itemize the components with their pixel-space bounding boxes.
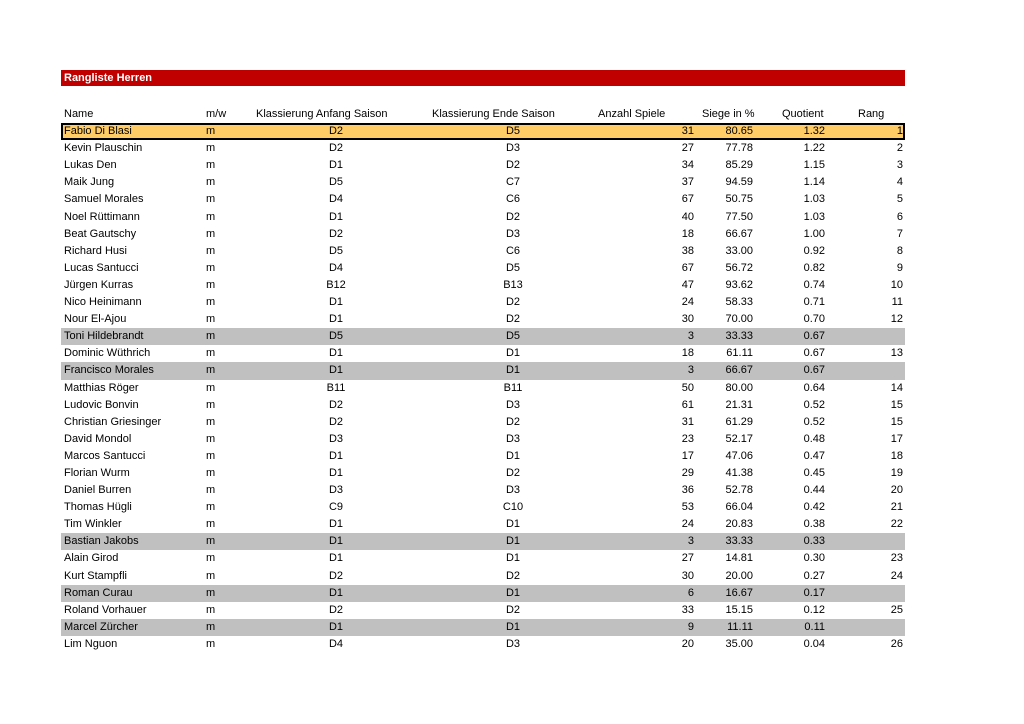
table-row[interactable]: Roland Vorhauer m D2 D2 33 15.15 0.12 25	[61, 602, 905, 619]
cell-games: 38	[681, 244, 694, 257]
header-games: Anzahl Spiele	[598, 108, 666, 120]
cell-quotient: 0.42	[803, 501, 825, 514]
cell-rank: 15	[890, 398, 903, 411]
cell-gender: m	[206, 261, 216, 274]
cell-quotient: 0.67	[803, 330, 825, 343]
cell-name: Daniel Burren	[64, 484, 132, 497]
cell-rank: 7	[896, 227, 903, 240]
cell-quotient: 0.33	[803, 535, 825, 548]
cell-rank: 4	[896, 176, 903, 189]
cell-games: 50	[681, 381, 694, 394]
cell-quotient: 1.14	[803, 176, 825, 189]
cell-wins: 52.17	[725, 432, 753, 445]
cell-gender: m	[206, 501, 216, 514]
cell-rank: 9	[896, 261, 903, 274]
cell-games: 37	[681, 176, 694, 189]
cell-wins: 80.00	[725, 381, 753, 394]
cell-rank: 24	[890, 569, 903, 582]
table-row[interactable]: Lucas Santucci m D4 D5 67 56.72 0.82 9	[61, 260, 905, 277]
cell-name: Christian Griesinger	[64, 415, 162, 428]
cell-quotient: 1.32	[803, 125, 825, 138]
cell-name: Lucas Santucci	[64, 261, 139, 274]
cell-wins: 61.11	[726, 347, 753, 360]
cell-games: 31	[681, 125, 694, 138]
cell-gender: m	[206, 432, 216, 445]
header-class-end: Klassierung Ende Saison	[432, 108, 555, 120]
cell-games: 17	[681, 449, 694, 462]
table-row[interactable]: Samuel Morales m D4 C6 67 50.75 1.03 5	[61, 191, 905, 208]
cell-wins: 61.29	[725, 415, 753, 428]
cell-name: Maik Jung	[64, 176, 115, 189]
table-row[interactable]: Alain Girod m D1 D1 27 14.81 0.30 23	[61, 550, 905, 567]
cell-name: Roman Curau	[64, 586, 133, 599]
cell-rank: 1	[896, 125, 903, 138]
cell-wins: 94.59	[725, 176, 753, 189]
cell-rank: 21	[890, 501, 903, 514]
cell-rank: 23	[890, 552, 903, 565]
cell-wins: 14.81	[725, 552, 753, 565]
cell-name: Florian Wurm	[64, 466, 130, 479]
cell-wins: 77.78	[725, 142, 753, 155]
cell-gender: m	[206, 398, 216, 411]
cell-quotient: 0.82	[803, 261, 825, 274]
header-rank: Rang	[858, 108, 885, 120]
cell-wins: 66.04	[725, 501, 753, 514]
cell-games: 33	[681, 603, 694, 616]
cell-name: Kurt Stampfli	[64, 569, 127, 582]
header-class-start: Klassierung Anfang Saison	[256, 108, 388, 120]
cell-games: 27	[681, 142, 694, 155]
cell-quotient: 0.52	[803, 415, 825, 428]
cell-name: Matthias Röger	[64, 381, 139, 394]
cell-games: 30	[681, 569, 694, 582]
cell-name: Samuel Morales	[64, 193, 144, 206]
table-row[interactable]: Tim Winkler m D1 D1 24 20.83 0.38 22	[61, 516, 905, 533]
table-row[interactable]: Richard Husi m D5 C6 38 33.00 0.92 8	[61, 243, 905, 260]
cell-rank: 10	[890, 278, 903, 291]
cell-quotient: 0.67	[803, 364, 825, 377]
table-row[interactable]: Kevin Plauschin m D2 D3 27 77.78 1.22 2	[61, 140, 905, 157]
cell-name: Nour El-Ajou	[64, 313, 127, 326]
table-row[interactable]: Ludovic Bonvin m D2 D3 61 21.31 0.52 15	[61, 397, 905, 414]
cell-name: Noel Rüttimann	[64, 210, 140, 223]
cell-rank: 2	[896, 142, 903, 155]
header-name: Name	[64, 108, 94, 120]
cell-gender: m	[206, 364, 216, 377]
table-row[interactable]: Noel Rüttimann m D1 D2 40 77.50 1.03 6	[61, 209, 905, 226]
cell-games: 61	[681, 398, 694, 411]
cell-wins: 41.38	[725, 466, 753, 479]
cell-name: Lukas Den	[64, 159, 117, 172]
cell-gender: m	[206, 518, 216, 531]
cell-name: Marcos Santucci	[64, 449, 146, 462]
cell-rank: 26	[890, 637, 903, 650]
cell-quotient: 0.74	[803, 278, 825, 291]
cell-name: Richard Husi	[64, 244, 127, 257]
cell-rank: 12	[890, 313, 903, 326]
cell-quotient: 0.38	[803, 518, 825, 531]
cell-gender: m	[206, 381, 216, 394]
cell-wins: 20.00	[725, 569, 753, 582]
cell-gender: m	[206, 637, 216, 650]
cell-rank: 3	[896, 159, 903, 172]
cell-gender: m	[206, 142, 216, 155]
cell-quotient: 0.04	[803, 637, 825, 650]
cell-games: 36	[681, 484, 694, 497]
cell-wins: 58.33	[725, 296, 753, 309]
cell-quotient: 0.70	[803, 313, 825, 326]
cell-gender: m	[206, 569, 216, 582]
cell-rank: 19	[890, 466, 903, 479]
table-body	[61, 123, 905, 653]
cell-name: Dominic Wüthrich	[64, 347, 151, 360]
cell-name: Thomas Hügli	[64, 501, 132, 514]
cell-games: 3	[687, 535, 694, 548]
table-row[interactable]: Toni Hildebrandt m D5 D5 3 33.33 0.67	[61, 328, 905, 345]
table-row[interactable]: Lim Nguon m D4 D3 20 35.00 0.04 26	[61, 636, 905, 653]
cell-quotient: 0.12	[803, 603, 825, 616]
table-row[interactable]: Dominic Wüthrich m D1 D1 18 61.11 0.67 13	[61, 345, 905, 362]
cell-name: Alain Girod	[64, 552, 119, 565]
cell-gender: m	[206, 296, 216, 309]
cell-quotient: 0.30	[803, 552, 825, 565]
cell-wins: 66.67	[725, 227, 753, 240]
cell-wins: 33.00	[725, 244, 753, 257]
cell-games: 18	[681, 227, 694, 240]
cell-games: 27	[681, 552, 694, 565]
cell-rank: 15	[890, 415, 903, 428]
cell-wins: 15.15	[725, 603, 753, 616]
cell-gender: m	[206, 278, 216, 291]
cell-wins: 85.29	[725, 159, 753, 172]
table-row[interactable]: Matthias Röger m B11 B11 50 80.00 0.64 14	[61, 380, 905, 397]
cell-wins: 47.06	[725, 449, 753, 462]
cell-wins: 20.83	[725, 518, 753, 531]
table-row[interactable]: Lukas Den m D1 D2 34 85.29 1.15 3	[61, 157, 905, 174]
page-title: Rangliste Herren	[61, 70, 905, 86]
cell-name: David Mondol	[64, 432, 132, 445]
cell-wins: 66.67	[725, 364, 753, 377]
cell-gender: m	[206, 484, 216, 497]
cell-gender: m	[206, 620, 216, 633]
cell-quotient: 0.48	[803, 432, 825, 445]
cell-quotient: 0.45	[803, 466, 825, 479]
cell-wins: 33.33	[725, 535, 753, 548]
cell-games: 29	[681, 466, 694, 479]
cell-quotient: 0.52	[803, 398, 825, 411]
cell-games: 67	[681, 193, 694, 206]
cell-gender: m	[206, 330, 216, 343]
cell-quotient: 0.47	[803, 449, 825, 462]
cell-name: Nico Heinimann	[64, 296, 142, 309]
cell-gender: m	[206, 586, 216, 599]
cell-gender: m	[206, 552, 216, 565]
cell-gender: m	[206, 347, 216, 360]
table-row[interactable]: Maik Jung m D5 C7 37 94.59 1.14 4	[61, 174, 905, 191]
cell-quotient: 0.44	[803, 484, 825, 497]
cell-games: 47	[681, 278, 694, 291]
cell-games: 67	[681, 261, 694, 274]
cell-rank: 8	[896, 244, 903, 257]
cell-quotient: 0.67	[803, 347, 825, 360]
cell-wins: 80.65	[725, 125, 753, 138]
table-row[interactable]: Jürgen Kurras m B12 B13 47 93.62 0.74 10	[61, 277, 905, 294]
cell-gender: m	[206, 535, 216, 548]
cell-quotient: 0.27	[803, 569, 825, 582]
cell-gender: m	[206, 210, 216, 223]
cell-games: 40	[681, 210, 694, 223]
cell-gender: m	[206, 176, 216, 189]
cell-name: Kevin Plauschin	[64, 142, 143, 155]
cell-games: 23	[681, 432, 694, 445]
table-row[interactable]: Florian Wurm m D1 D2 29 41.38 0.45 19	[61, 465, 905, 482]
table-row[interactable]: Kurt Stampfli m D2 D2 30 20.00 0.27 24	[61, 568, 905, 585]
cell-name: Ludovic Bonvin	[64, 398, 139, 411]
cell-name: Fabio Di Blasi	[64, 125, 132, 138]
table-row[interactable]: Fabio Di Blasi m D2 D5 31 80.65 1.32 1	[61, 123, 905, 140]
cell-quotient: 0.71	[803, 296, 825, 309]
cell-gender: m	[206, 603, 216, 616]
cell-wins: 77.50	[725, 210, 753, 223]
cell-games: 53	[681, 501, 694, 514]
table-row[interactable]: Nico Heinimann m D1 D2 24 58.33 0.71 11	[61, 294, 905, 311]
cell-name: Tim Winkler	[64, 518, 122, 531]
cell-wins: 21.31	[725, 398, 753, 411]
cell-wins: 35.00	[725, 637, 753, 650]
cell-rank: 5	[896, 193, 903, 206]
cell-gender: m	[206, 227, 216, 240]
cell-gender: m	[206, 449, 216, 462]
ranking-table	[61, 106, 905, 653]
table-row[interactable]: Roman Curau m D1 D1 6 16.67 0.17	[61, 585, 905, 602]
cell-gender: m	[206, 466, 216, 479]
cell-wins: 52.78	[725, 484, 753, 497]
table-row[interactable]: David Mondol m D3 D3 23 52.17 0.48 17	[61, 431, 905, 448]
table-row[interactable]: Marcos Santucci m D1 D1 17 47.06 0.47 18	[61, 448, 905, 465]
table-row[interactable]: Beat Gautschy m D2 D3 18 66.67 1.00 7	[61, 226, 905, 243]
cell-games: 9	[687, 620, 694, 633]
cell-games: 3	[687, 330, 694, 343]
cell-rank: 22	[890, 518, 903, 531]
cell-quotient: 1.22	[803, 142, 825, 155]
cell-games: 31	[681, 415, 694, 428]
cell-gender: m	[206, 159, 216, 172]
cell-rank: 13	[890, 347, 903, 360]
cell-games: 24	[681, 296, 694, 309]
cell-name: Bastian Jakobs	[64, 535, 139, 548]
cell-games: 20	[681, 637, 694, 650]
cell-name: Beat Gautschy	[64, 227, 137, 240]
cell-rank: 18	[890, 449, 903, 462]
table-row[interactable]: Thomas Hügli m C9 C10 53 66.04 0.42 21	[61, 499, 905, 516]
cell-name: Roland Vorhauer	[64, 603, 147, 616]
cell-wins: 11.11	[727, 620, 753, 633]
cell-name: Lim Nguon	[64, 637, 118, 650]
cell-quotient: 1.15	[803, 159, 825, 172]
cell-gender: m	[206, 244, 216, 257]
cell-quotient: 1.03	[803, 210, 825, 223]
cell-name: Jürgen Kurras	[64, 278, 134, 291]
cell-name: Toni Hildebrandt	[64, 330, 144, 343]
cell-quotient: 1.00	[803, 227, 825, 240]
cell-rank: 11	[891, 296, 903, 309]
cell-quotient: 0.64	[803, 381, 825, 394]
cell-name: Francisco Morales	[64, 364, 154, 377]
table-row[interactable]: Francisco Morales m D1 D1 3 66.67 0.67	[61, 362, 905, 379]
cell-wins: 16.67	[725, 586, 753, 599]
table-header	[61, 106, 905, 123]
cell-gender: m	[206, 415, 216, 428]
cell-rank: 17	[890, 432, 903, 445]
cell-games: 30	[681, 313, 694, 326]
header-quotient: Quotient	[782, 108, 824, 120]
cell-games: 34	[681, 159, 694, 172]
cell-wins: 56.72	[725, 261, 753, 274]
table-row[interactable]: Nour El-Ajou m D1 D2 30 70.00 0.70 12	[61, 311, 905, 328]
cell-rank: 20	[890, 484, 903, 497]
table-row[interactable]: Daniel Burren m D3 D3 36 52.78 0.44 20	[61, 482, 905, 499]
cell-wins: 70.00	[725, 313, 753, 326]
cell-wins: 33.33	[725, 330, 753, 343]
cell-games: 3	[687, 364, 694, 377]
cell-games: 24	[681, 518, 694, 531]
cell-rank: 14	[890, 381, 903, 394]
cell-games: 6	[687, 586, 694, 599]
cell-gender: m	[206, 313, 216, 326]
header-gender: m/w	[206, 108, 227, 120]
cell-games: 18	[681, 347, 694, 360]
cell-wins: 50.75	[725, 193, 753, 206]
cell-quotient: 0.92	[803, 244, 825, 257]
table-row[interactable]: Bastian Jakobs m D1 D1 3 33.33 0.33	[61, 533, 905, 550]
cell-quotient: 1.03	[803, 193, 825, 206]
cell-rank: 25	[890, 603, 903, 616]
cell-quotient: 0.17	[803, 586, 825, 599]
cell-name: Marcel Zürcher	[64, 620, 138, 633]
cell-quotient: 0.11	[804, 620, 825, 633]
header-wins: Siege in %	[702, 108, 755, 120]
cell-wins: 93.62	[725, 278, 753, 291]
cell-gender: m	[206, 193, 216, 206]
table-row[interactable]: Christian Griesinger m D2 D2 31 61.29 0.52 15	[61, 414, 905, 431]
table-row[interactable]: Marcel Zürcher m D1 D1 9 11.11 0.11	[61, 619, 905, 636]
cell-rank: 6	[896, 210, 903, 223]
cell-gender: m	[206, 125, 216, 138]
